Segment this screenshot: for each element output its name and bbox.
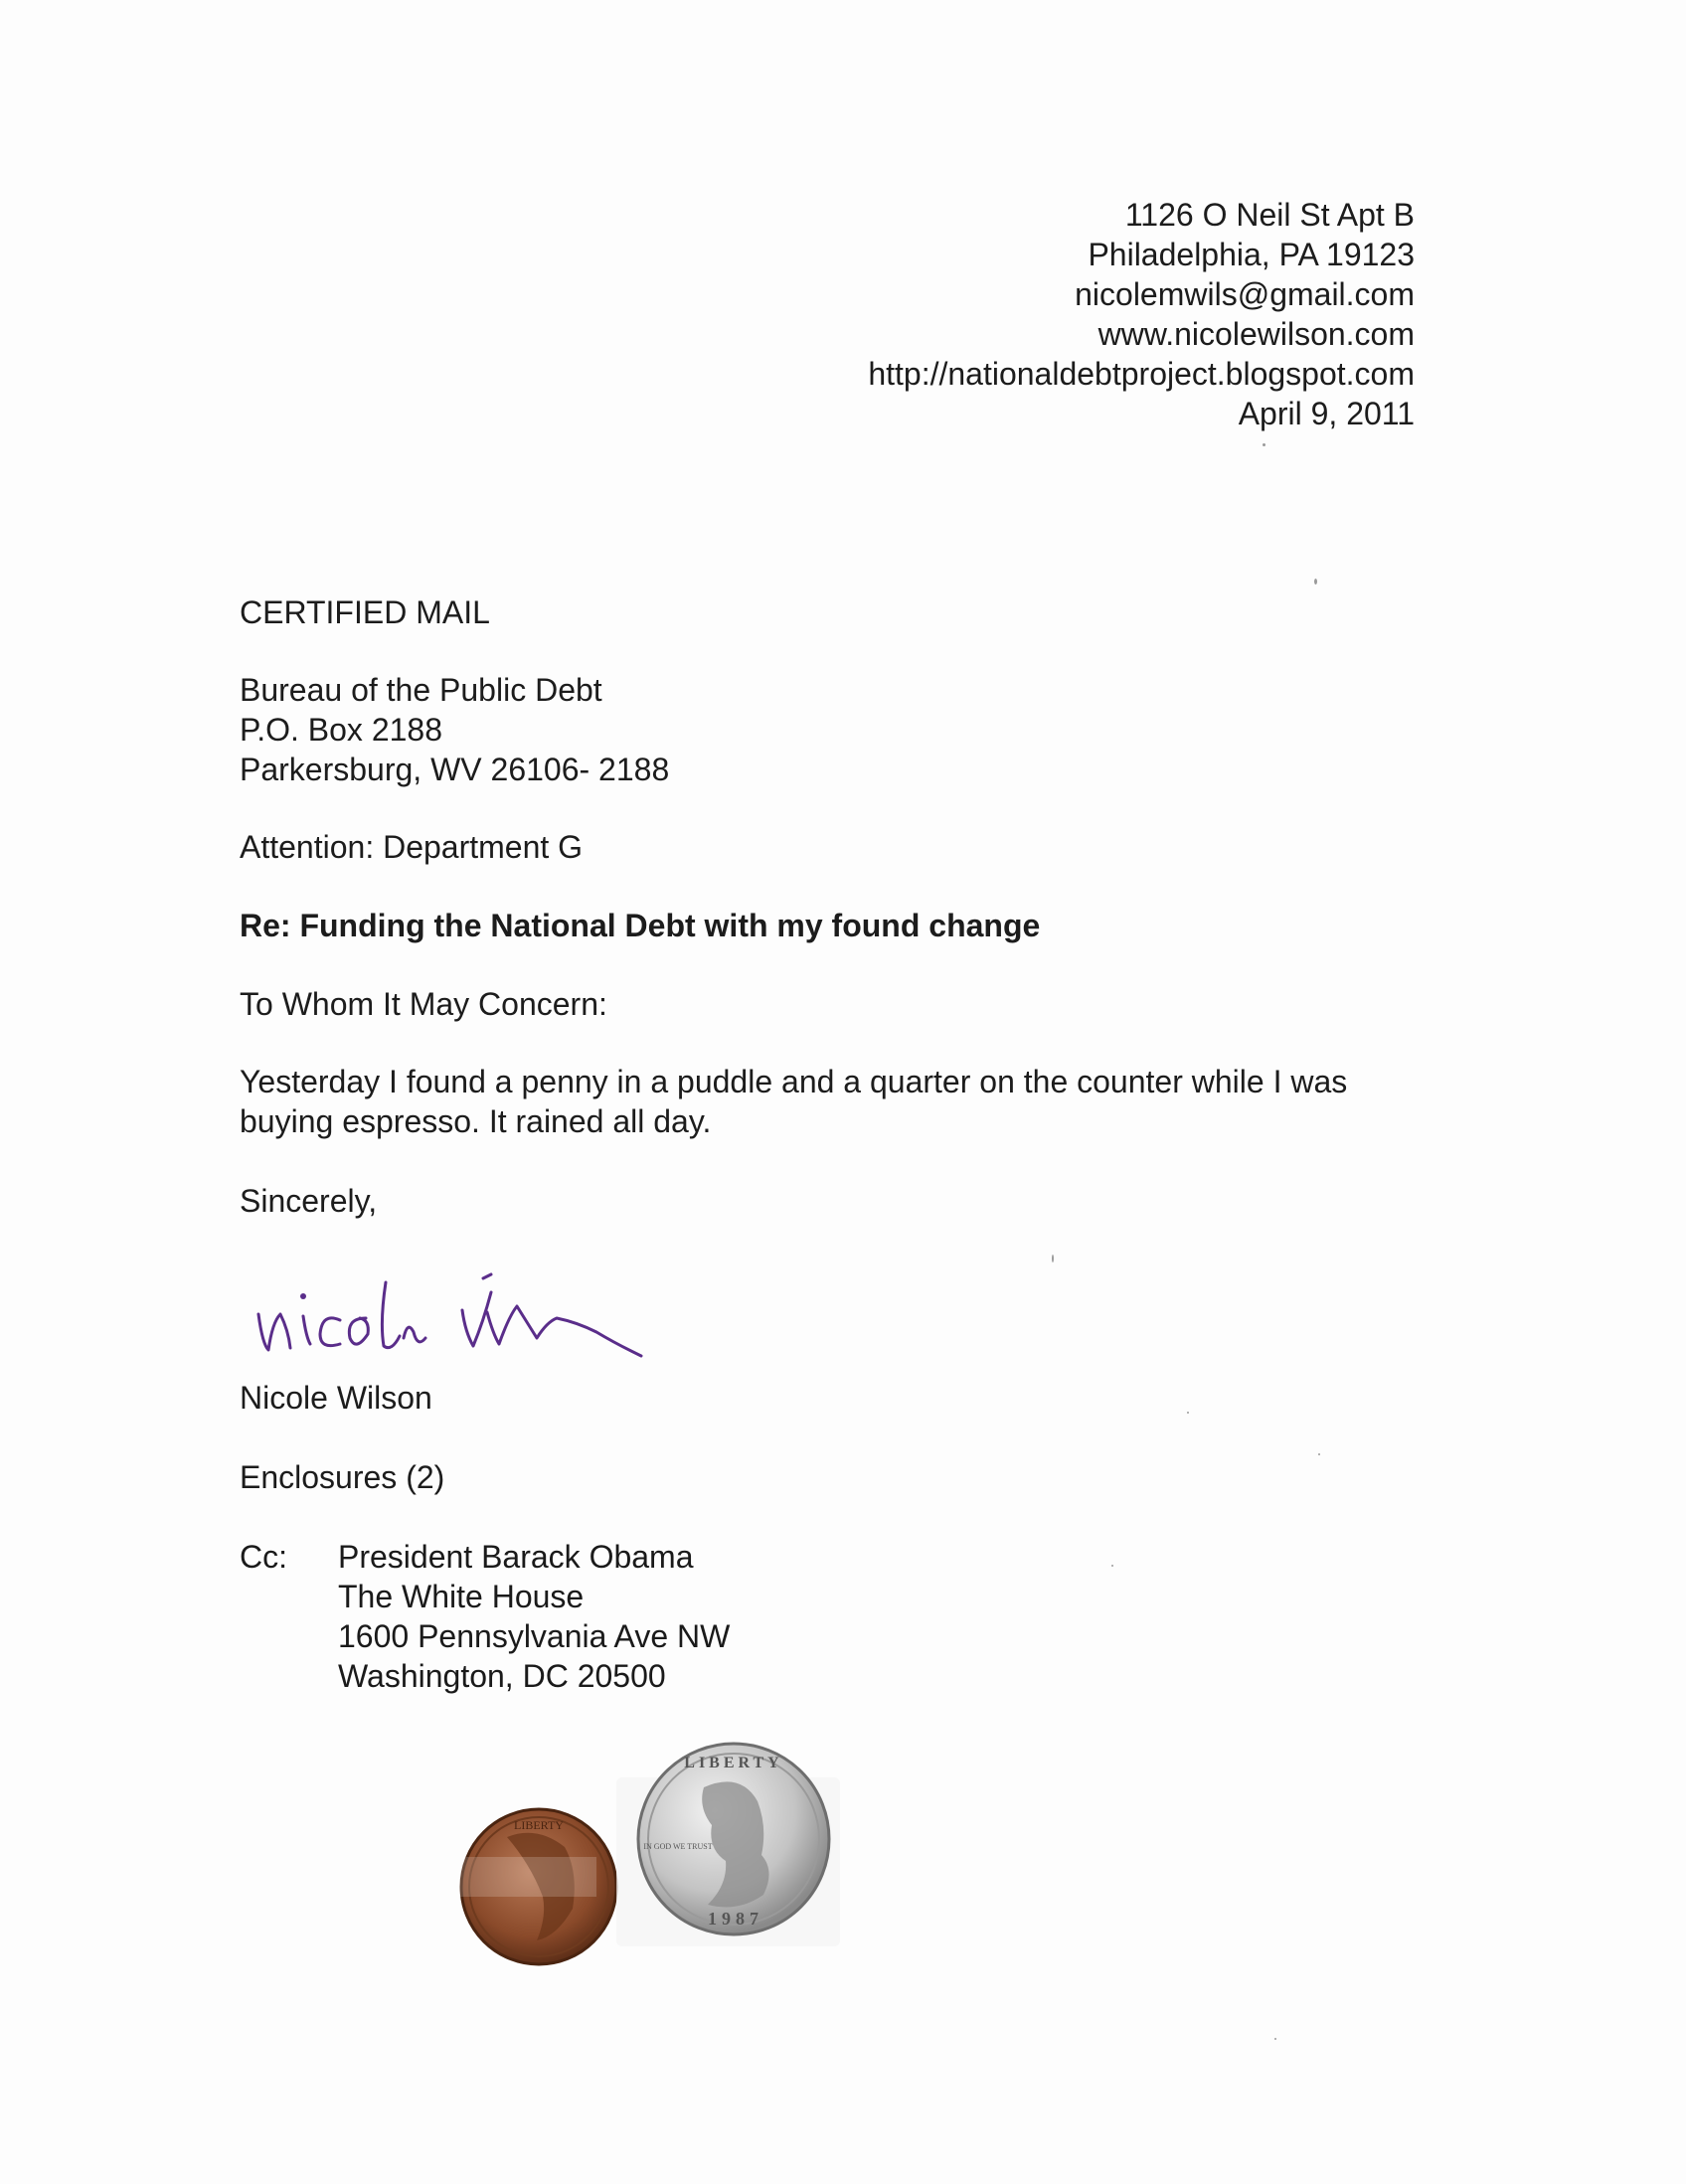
body-line-1: Yesterday I found a penny in a puddle and a quarter on the counter while I was [240, 1064, 1348, 1099]
cc-line-4: Washington, DC 20500 [338, 1658, 666, 1694]
salutation: To Whom It May Concern: [240, 986, 607, 1022]
scan-speck [1052, 1255, 1054, 1262]
recipient-address-block [240, 670, 669, 789]
sender-address-block [868, 195, 1415, 433]
sender-email: nicolemwils@gmail.com [1075, 276, 1415, 312]
quarter-coin [638, 1744, 829, 1934]
enclosed-coins [447, 1738, 865, 1986]
sender-street: 1126 O Neil St Apt B [1124, 197, 1415, 233]
scan-speck [1318, 1453, 1320, 1455]
scan-speck [1111, 1565, 1113, 1567]
body-line-2: buying espresso. It rained all day. [240, 1103, 712, 1139]
cc-label: Cc: [240, 1539, 287, 1575]
quarter-liberty-text: LIBERTY [684, 1755, 783, 1771]
penny-coin [457, 1809, 616, 1964]
enclosures-line: Enclosures (2) [240, 1459, 445, 1495]
signer-name: Nicole Wilson [240, 1380, 432, 1416]
letter-body [240, 1062, 1347, 1141]
scan-speck [1263, 443, 1265, 446]
scan-speck [1274, 2038, 1276, 2040]
recipient-city: Parkersburg, WV 26106- 2188 [240, 752, 670, 787]
quarter-year-text: 1987 [708, 1909, 763, 1929]
sender-city: Philadelphia, PA 19123 [1088, 237, 1415, 272]
quarter-motto-text: IN GOD WE TRUST [643, 1842, 713, 1851]
cc-line-2: The White House [338, 1579, 585, 1614]
cc-address-block [338, 1537, 730, 1696]
closing: Sincerely, [240, 1183, 378, 1219]
handwritten-signature [249, 1253, 666, 1372]
attention-line: Attention: Department G [240, 829, 584, 865]
scan-speck [1314, 579, 1317, 585]
scan-speck [1187, 1412, 1189, 1414]
recipient-name: Bureau of the Public Debt [240, 672, 602, 708]
letter-date: April 9, 2011 [1238, 396, 1415, 431]
penny-text: LIBERTY [514, 1818, 564, 1832]
recipient-po-box: P.O. Box 2188 [240, 712, 442, 748]
sender-website: www.nicolewilson.com [1097, 316, 1415, 352]
mail-type: CERTIFIED MAIL [240, 594, 490, 630]
subject-line: Re: Funding the National Debt with my found change [240, 908, 1041, 943]
sender-blog: http://nationaldebtproject.blogspot.com [868, 356, 1415, 392]
cc-name: President Barack Obama [338, 1539, 694, 1575]
cc-line-3: 1600 Pennsylvania Ave NW [338, 1618, 731, 1654]
